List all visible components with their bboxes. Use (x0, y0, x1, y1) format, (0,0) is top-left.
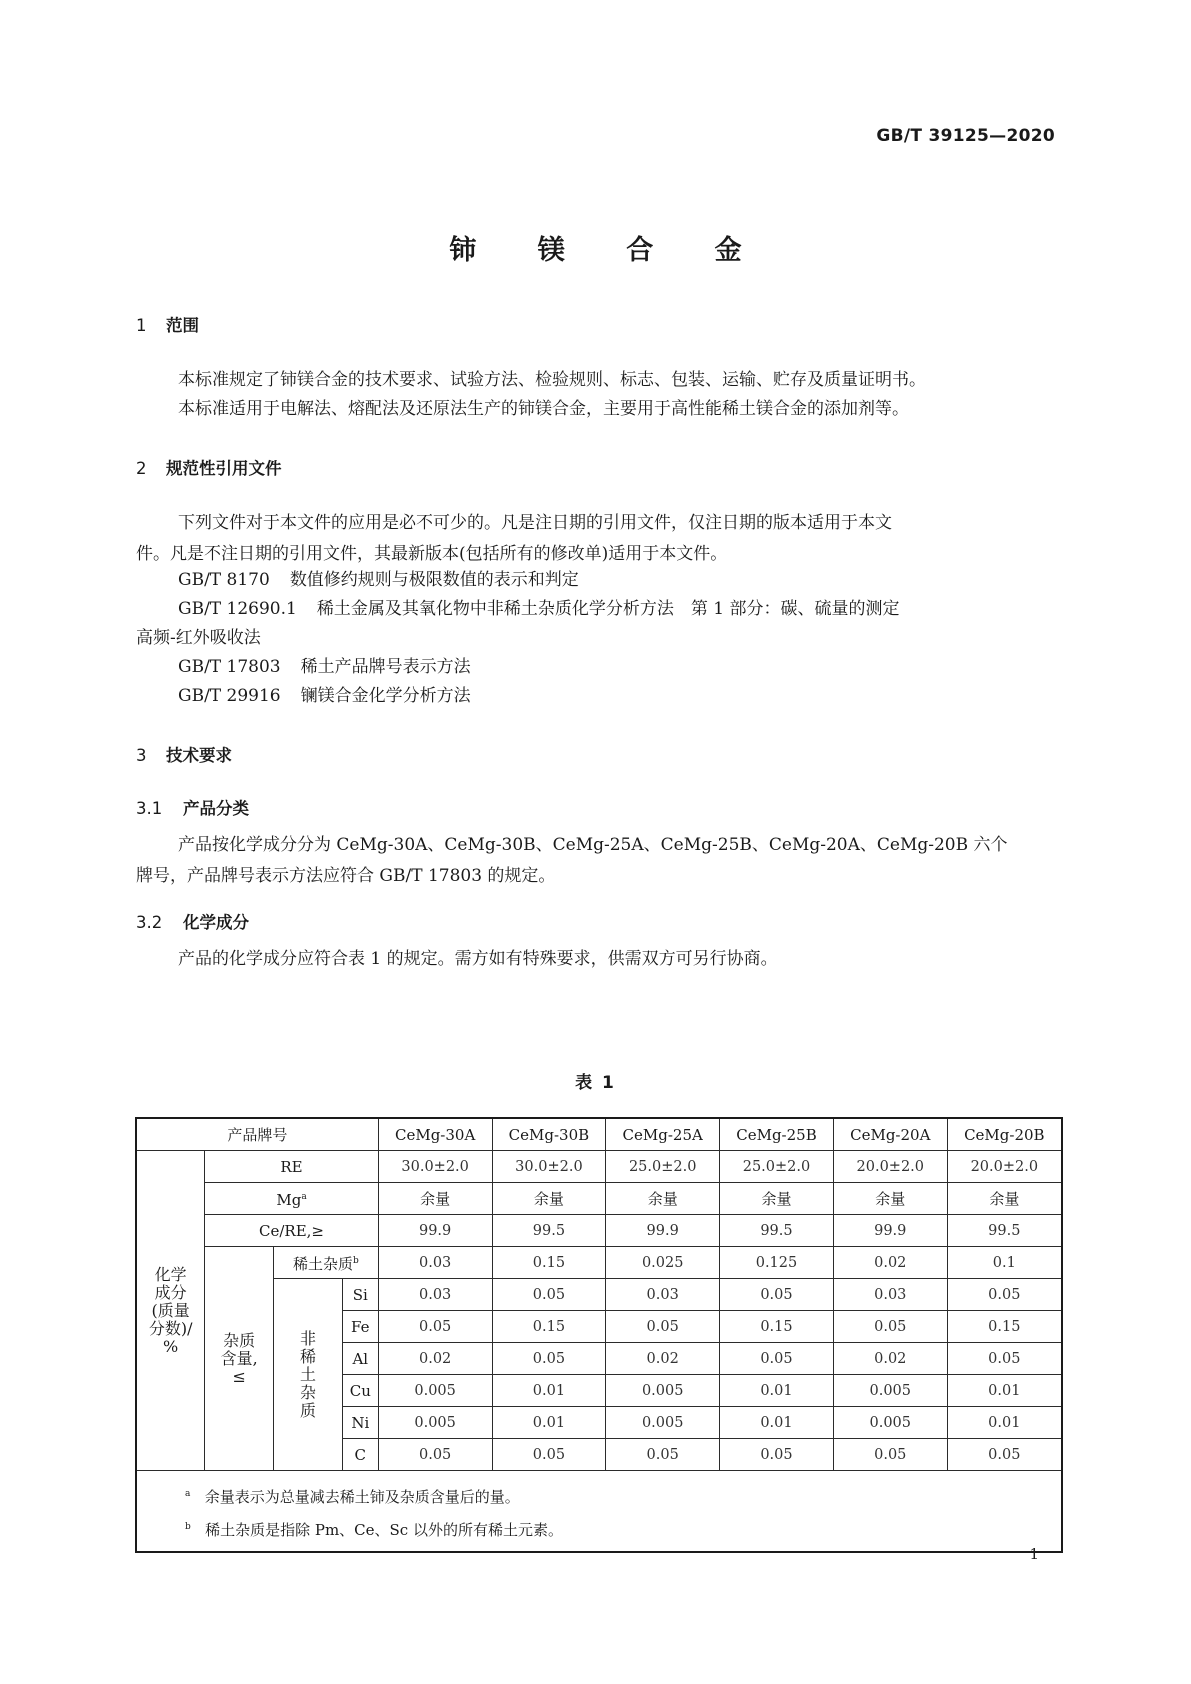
section-3-1-line-2: 牌号，产品牌号表示方法应符合 GB/T 17803 的规定。 (136, 866, 556, 886)
table-cell: 0.03 (378, 1247, 492, 1279)
reference-title: 稀土产品牌号表示方法 (300, 657, 471, 677)
footnote-marker: b (353, 1256, 359, 1266)
section-1-text-1: 本标准规定了铈镁合金的技术要求、试验方法、检验规则、标志、包装、运输、贮存及质量证明书。 (178, 370, 926, 390)
table-cell: 0.05 (378, 1439, 492, 1471)
row-label: Si (342, 1279, 378, 1311)
table-cell: 30.0±2.0 (492, 1151, 606, 1183)
table-cell: 0.01 (720, 1375, 834, 1407)
table-cell: 0.15 (492, 1311, 606, 1343)
table-cell: 0.05 (833, 1439, 947, 1471)
table-row-re-impurity (136, 1247, 1062, 1279)
section-3-heading (136, 742, 232, 766)
non-re-impurity-label: 非 稀 土 杂 质 (274, 1279, 343, 1471)
reference-title: 镧镁合金化学分析方法 (300, 686, 471, 706)
table-row-ce-re (136, 1215, 1062, 1247)
table-cell: 99.5 (720, 1215, 834, 1247)
table-cell: 0.01 (947, 1407, 1062, 1439)
table-note: $^b$ 稀土杂质是指除 Pm、Ce、Sc 以外的所有稀土元素。 (185, 1521, 563, 1539)
page-number: 1 (1029, 1545, 1039, 1563)
table-cell: 余量 (606, 1183, 720, 1215)
section-2-number: 2 (136, 459, 147, 478)
section-3-1-text (136, 830, 1060, 892)
table-cell: 0.005 (378, 1407, 492, 1439)
row-label: RE (205, 1151, 378, 1183)
reference-code: GB/T 29916 (178, 686, 281, 706)
table-cell: 0.05 (492, 1279, 606, 1311)
table-notes (136, 1471, 1062, 1553)
table-cell: 0.025 (606, 1247, 720, 1279)
table-cell: 0.1 (947, 1247, 1062, 1279)
table-cell: 0.01 (947, 1375, 1062, 1407)
section-3-1-title: 产品分类 (183, 799, 249, 818)
table-cell: 0.05 (720, 1279, 834, 1311)
table-cell: 0.125 (720, 1247, 834, 1279)
table-cell: 0.005 (833, 1407, 947, 1439)
reference-title: 稀土金属及其氧化物中非稀土杂质化学分析方法 第 1 部分：碳、硫量的测定 (316, 599, 900, 619)
table-cell: 0.05 (492, 1439, 606, 1471)
reference-item (178, 681, 471, 712)
section-2-intro-line-1: 下列文件对于本文件的应用是必不可少的。凡是注日期的引用文件，仅注日期的版本适用于本文 (178, 513, 892, 533)
standard-number: GB/T 39125—2020 (876, 126, 1055, 146)
table-cell: 20.0±2.0 (947, 1151, 1062, 1183)
row-label: Ni (342, 1407, 378, 1439)
table-cell: 余量 (492, 1183, 606, 1215)
chemical-composition-table (135, 1117, 1063, 1553)
table-cell: 25.0±2.0 (720, 1151, 834, 1183)
section-3-2-heading (136, 909, 249, 933)
table-notes-row (136, 1471, 1062, 1553)
table-cell: 99.9 (833, 1215, 947, 1247)
table-cell: 0.15 (492, 1247, 606, 1279)
table-row-mg (136, 1183, 1062, 1215)
table-cell: 0.05 (492, 1343, 606, 1375)
table-cell: 0.02 (833, 1247, 947, 1279)
table-cell: 20.0±2.0 (833, 1151, 947, 1183)
section-3-title: 技术要求 (166, 746, 232, 765)
section-2-intro-line-2: 件。凡是不注日期的引用文件，其最新版本(包括所有的修改单)适用于本文件。 (136, 544, 728, 564)
table-cell: 0.05 (606, 1311, 720, 1343)
grade-column-header: CeMg-25B (720, 1118, 834, 1151)
row-label: Al (342, 1343, 378, 1375)
table-cell: 0.01 (720, 1407, 834, 1439)
reference-code: GB/T 17803 (178, 657, 281, 677)
row-label: Cu (342, 1375, 378, 1407)
reference-code: GB/T 12690.1 (178, 599, 297, 619)
section-3-2-text (136, 944, 1060, 975)
table-cell: 99.9 (378, 1215, 492, 1247)
table-cell: 0.03 (606, 1279, 720, 1311)
section-1-para-2 (136, 394, 1060, 425)
table-cell: 0.05 (833, 1311, 947, 1343)
section-2-heading (136, 455, 282, 479)
grade-column-header: CeMg-25A (606, 1118, 720, 1151)
table-cell: 99.5 (492, 1215, 606, 1247)
section-1-heading (136, 312, 199, 336)
table-cell: 99.5 (947, 1215, 1062, 1247)
table-cell: 0.05 (947, 1279, 1062, 1311)
footnote-marker: b (185, 1522, 191, 1532)
table-note: $^a$ 余量表示为总量减去稀土铈及杂质含量后的量。 (185, 1488, 520, 1506)
table-cell: 0.15 (947, 1311, 1062, 1343)
impurity-group-label: 杂质 含量, ≤ (205, 1247, 274, 1471)
reference-item (178, 652, 471, 683)
section-3-2-line: 产品的化学成分应符合表 1 的规定。需方如有特殊要求，供需双方可另行协商。 (178, 949, 778, 969)
table-cell: 0.03 (833, 1279, 947, 1311)
table-cell: 0.05 (947, 1439, 1062, 1471)
section-2-title: 规范性引用文件 (166, 459, 282, 478)
table-cell: 0.005 (833, 1375, 947, 1407)
table-cell: 0.05 (606, 1439, 720, 1471)
table-cell: 0.005 (378, 1375, 492, 1407)
table-cell: 0.02 (606, 1343, 720, 1375)
table-cell: 0.01 (492, 1375, 606, 1407)
reference-item (178, 594, 899, 625)
reference-title-continued: 高频-红外吸收法 (136, 628, 261, 648)
grade-column-header: CeMg-30B (492, 1118, 606, 1151)
section-3-2-title: 化学成分 (183, 913, 249, 932)
footnote-marker: a (185, 1489, 191, 1499)
section-3-1-number: 3.1 (136, 799, 163, 818)
grade-column-header: CeMg-20B (947, 1118, 1062, 1151)
section-3-2-number: 3.2 (136, 913, 163, 932)
table-cell: 0.05 (947, 1343, 1062, 1375)
section-1-para-1 (136, 365, 1060, 396)
table-caption: 表 1 (575, 1073, 616, 1093)
table-cell: 30.0±2.0 (378, 1151, 492, 1183)
table-cell: 余量 (720, 1183, 834, 1215)
table-row-si (136, 1279, 1062, 1311)
table-cell: 余量 (378, 1183, 492, 1215)
reference-title: 数值修约规则与极限数值的表示和判定 (289, 570, 579, 590)
section-3-1-heading (136, 795, 249, 819)
table-cell: 0.01 (492, 1407, 606, 1439)
table-cell: 余量 (833, 1183, 947, 1215)
table-cell: 0.005 (606, 1407, 720, 1439)
grade-column-header: CeMg-30A (378, 1118, 492, 1151)
table-cell: 99.9 (606, 1215, 720, 1247)
table-cell: 0.05 (720, 1439, 834, 1471)
section-2-intro (136, 508, 1060, 570)
table-cell: 0.02 (378, 1343, 492, 1375)
reference-item (178, 565, 579, 596)
grade-header: 产品牌号 (136, 1118, 378, 1151)
row-label: Fe (342, 1311, 378, 1343)
reference-code: GB/T 8170 (178, 570, 270, 590)
row-label: 稀土杂质$^b$ (274, 1247, 379, 1279)
table-cell: 0.05 (720, 1343, 834, 1375)
table-row-re (136, 1151, 1062, 1183)
section-1-number: 1 (136, 316, 147, 335)
section-3-number: 3 (136, 746, 147, 765)
table-cell: 余量 (947, 1183, 1062, 1215)
table-cell: 0.03 (378, 1279, 492, 1311)
table-cell: 0.005 (606, 1375, 720, 1407)
table-header-row (136, 1118, 1062, 1151)
composition-group-label: 化学 成分 (质量 分数)/ % (136, 1151, 205, 1471)
row-label: C (342, 1439, 378, 1471)
section-3-1-line-1: 产品按化学成分分为 CeMg-30A、CeMg-30B、CeMg-25A、CeMg-25B、CeMg-20A、CeMg-20B 六个 (178, 835, 1008, 855)
document-title: 铈 镁 合 金 (449, 235, 768, 266)
row-label: Ce/RE,≥ (205, 1215, 378, 1247)
table-cell: 0.02 (833, 1343, 947, 1375)
table-cell: 0.15 (720, 1311, 834, 1343)
table-cell: 0.05 (378, 1311, 492, 1343)
table-cell: 25.0±2.0 (606, 1151, 720, 1183)
section-1-title: 范围 (166, 316, 199, 335)
row-label: Mg$^a$ (205, 1183, 378, 1215)
footnote-marker: a (301, 1192, 307, 1202)
grade-column-header: CeMg-20A (833, 1118, 947, 1151)
section-1-text-2: 本标准适用于电解法、熔配法及还原法生产的铈镁合金，主要用于高性能稀土镁合金的添加剂等。 (178, 399, 909, 419)
